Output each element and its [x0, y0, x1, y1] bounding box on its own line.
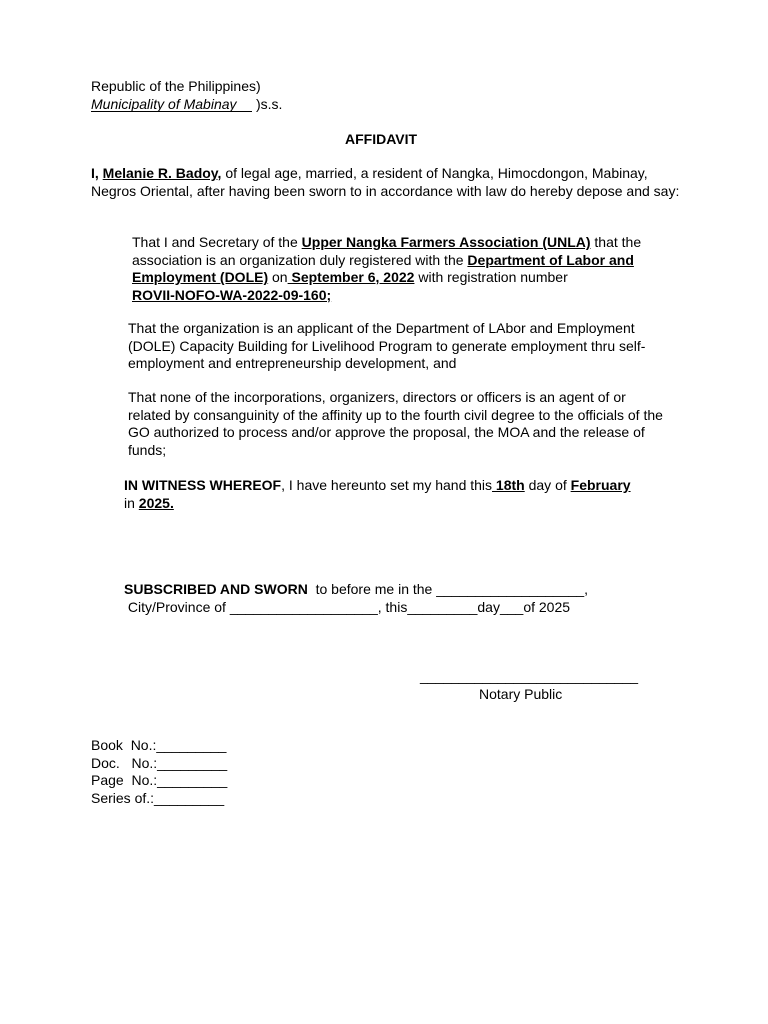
witness-text-1: , I have hereunto set my hand this [281, 477, 493, 493]
intro-text: of legal age, married, a resident of Nangka, Himocdongon, Mabinay, Negros Oriental, after having been sworn to in accordance with law do hereby depose and say: [91, 165, 680, 199]
sworn-text-1: to before me in the ___________________, [307, 581, 589, 597]
registration-date: September 6, 2022 [287, 269, 415, 285]
witness-lead: IN WITNESS WHEREOF [124, 477, 282, 493]
sworn-line-1 [124, 581, 588, 599]
para1-text-4: with registration number [414, 269, 568, 285]
organization-name: Upper Nangka Farmers Association (UNLA) [301, 234, 591, 250]
header-municipality-pad [237, 96, 253, 112]
intro-paragraph [91, 165, 681, 200]
notary-signature-line: ____________________________ [420, 668, 639, 684]
sworn-lead: SUBSCRIBED AND SWORN [124, 581, 308, 597]
record-doc: Doc. No.:_________ [91, 755, 228, 771]
witness-day: 18th [492, 477, 525, 493]
para1-text-1: That I and Secretary of the [132, 234, 302, 250]
para1-text-3: on [268, 269, 288, 285]
witness-year: 2025. [138, 494, 174, 511]
header-municipality: Municipality of Mabinay [91, 96, 237, 112]
record-series: Series of.:_________ [91, 790, 225, 806]
witness-text-3: in [124, 494, 139, 511]
header-municipality-underline [91, 97, 252, 112]
witness-paragraph [124, 477, 684, 512]
witness-month: February [570, 477, 631, 493]
record-book: Book No.:_________ [91, 737, 227, 753]
paragraph-applicant: That the organization is an applicant of the Department of LAbor and Employment (DOLE) Capacity Building for Livelihood Program to generate employment thru self-employment and entrepreneurship development, and [128, 320, 646, 371]
affiant-name: Melanie R. Badoy, [102, 165, 222, 181]
paragraph-no-relation: That none of the incorporations, organizers, directors or officers is an agent of or related by consanguinity of the affinity up to the fourth civil degree to the officials of the GO authorized to process and/or approve the proposal, the MOA and the release of funds; [128, 389, 663, 458]
para1-text-2: that the association is an organization duly registered with the [132, 234, 642, 268]
header-republic: Republic of the Philippines) [91, 78, 261, 94]
intro-prefix: I, [91, 165, 103, 181]
paragraph-registration [132, 234, 672, 304]
department-name: Department of Labor and Employment (DOLE) [132, 251, 634, 285]
header-ss: )s.s. [252, 96, 283, 112]
record-page: Page No.:_________ [91, 772, 228, 788]
witness-text-2: day of [524, 477, 571, 493]
notary-label: Notary Public [479, 686, 563, 702]
sworn-line-2: City/Province of ___________________, this_________day___of 2025 [124, 599, 571, 615]
registration-number: ROVII-NOFO-WA-2022-09-160; [132, 286, 332, 303]
header-municipality-line [91, 96, 282, 114]
document-title: AFFIDAVIT [345, 131, 418, 147]
